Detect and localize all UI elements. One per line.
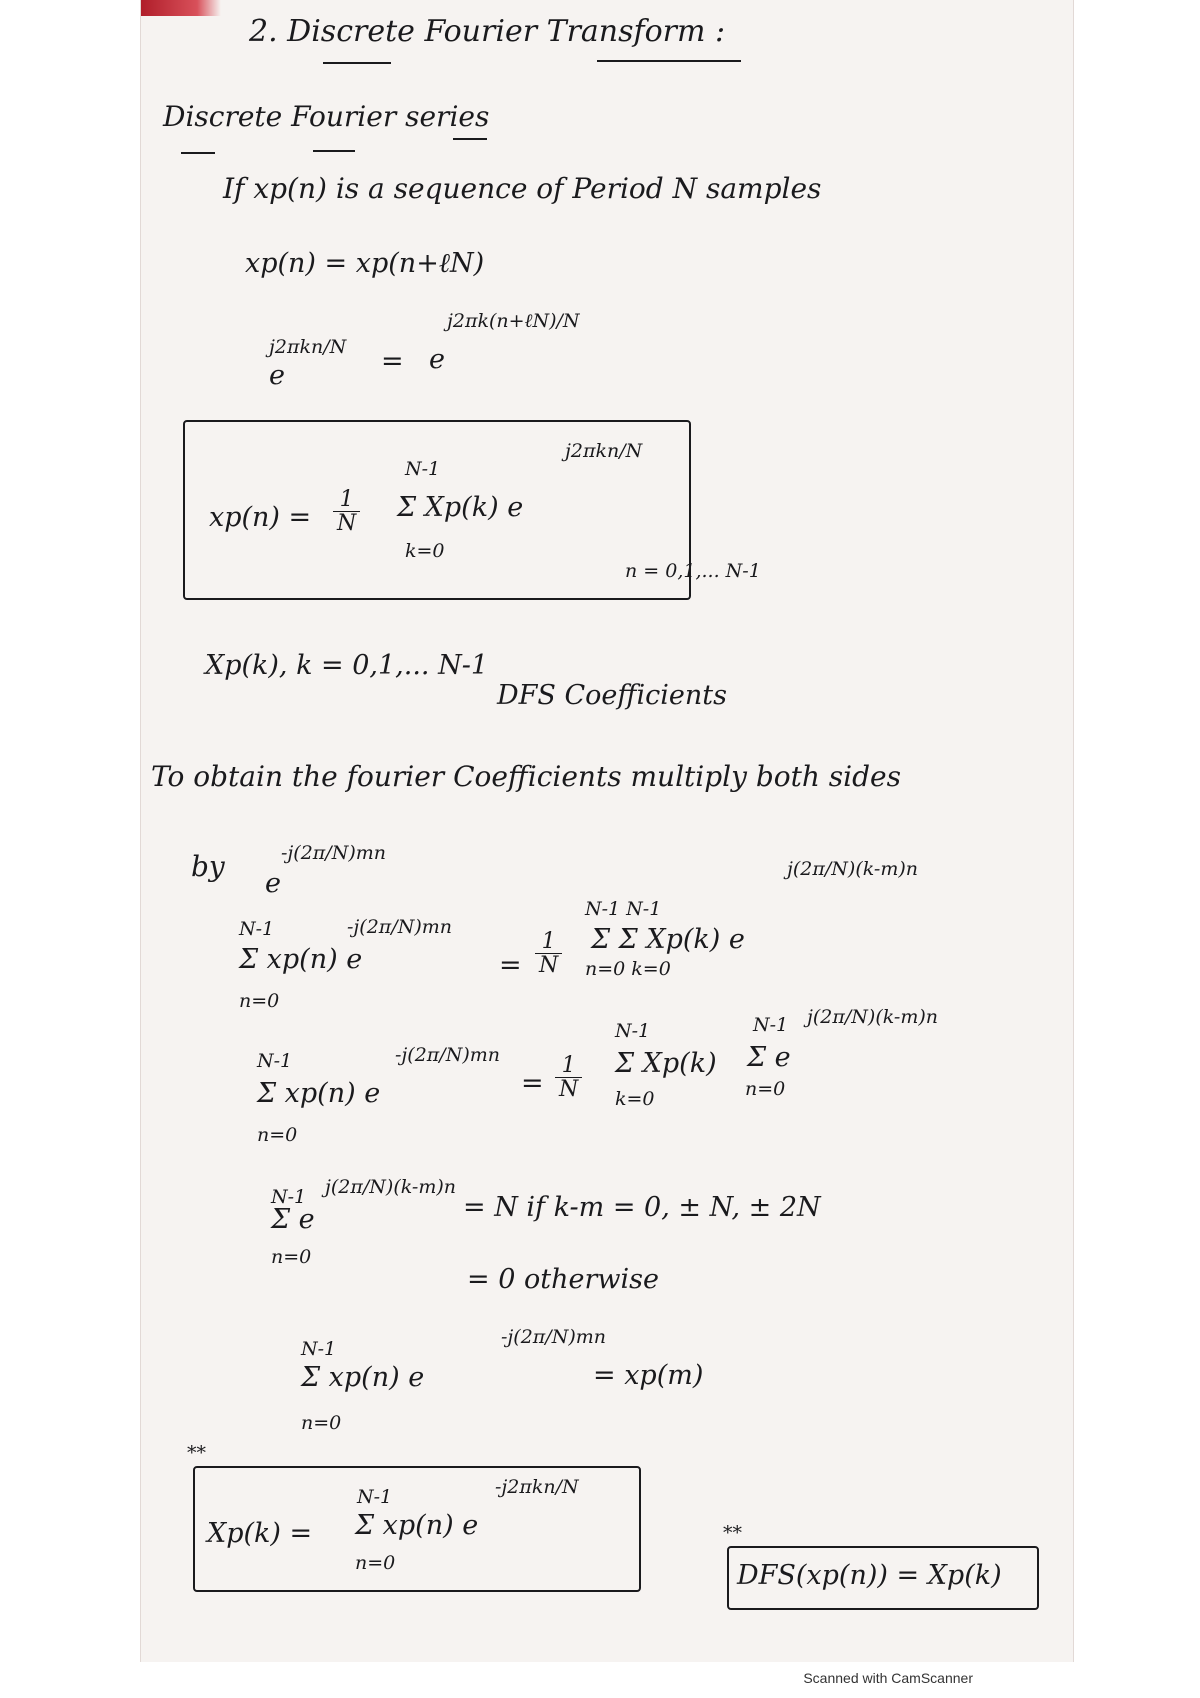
n-range: n = 0,1,... N-1 — [625, 560, 761, 582]
eq5-top: N-1 — [301, 1338, 337, 1360]
box1-fraction — [333, 488, 360, 535]
eq3-fraction — [555, 1054, 582, 1101]
by-exp-base: e — [265, 868, 281, 899]
eq3-rhs-top-2: N-1 — [753, 1014, 789, 1036]
exp-rhs-base: e — [429, 344, 445, 375]
eq5-body: Σ xp(n) e — [301, 1362, 425, 1393]
eq2-frac-den: N — [539, 953, 559, 979]
obtain-line: To obtain the fourier Coefficients multiply both sides — [151, 760, 901, 793]
star-mark-2: ** — [723, 1522, 742, 1544]
eq3-rhs-bottom-2: n=0 — [745, 1078, 786, 1100]
eq3-lhs-bottom: n=0 — [257, 1124, 298, 1146]
eq3-frac-den: N — [559, 1077, 579, 1103]
heading: 2. Discrete Fourier Transform : — [249, 14, 726, 49]
box2-superscript: -j2πkn/N — [495, 1476, 579, 1498]
eq5-rhs: = xp(m) — [593, 1360, 704, 1391]
eq2-lhs-body: Σ xp(n) e — [239, 944, 363, 975]
subheading-mark-3 — [453, 138, 487, 140]
eq3-rhs-superscript: j(2π/N)(k-m)n — [807, 1006, 938, 1028]
heading-underline-2 — [597, 60, 741, 62]
eq2-lhs-superscript: -j(2π/N)mn — [347, 916, 452, 938]
eq3-equals: = — [521, 1068, 544, 1099]
box2-lhs: Xp(k) = — [207, 1518, 313, 1549]
subheading-mark-1 — [181, 152, 215, 154]
exp-lhs-superscript: j2πkn/N — [269, 336, 347, 358]
eq2-fraction — [535, 930, 562, 977]
eq3-rhs-bottom-1: k=0 — [615, 1088, 655, 1110]
box1-sum-top: N-1 — [405, 458, 441, 480]
dfs-analysis-box — [193, 1466, 641, 1592]
periodicity-equation: xp(n) = xp(n+ℓN) — [245, 248, 485, 279]
box1-lhs: xp(n) = — [209, 502, 312, 533]
eq2-rhs-superscript: j(2π/N)(k-m)n — [787, 858, 918, 880]
box1-frac-num: 1 — [333, 488, 360, 512]
box2-sum-bottom: n=0 — [355, 1552, 396, 1574]
eq2-lhs-top: N-1 — [239, 918, 275, 940]
box2-sum-top: N-1 — [357, 1486, 393, 1508]
eq3-rhs-body-1: Σ Xp(k) — [615, 1048, 717, 1079]
dfs-coefficients-label: DFS Coefficients — [497, 680, 727, 711]
box1-frac-den: N — [337, 511, 357, 537]
eq3-frac-num: 1 — [555, 1054, 582, 1078]
by-word: by — [191, 850, 225, 883]
eq3-rhs-top-1: N-1 — [615, 1020, 651, 1042]
eq2-rhs-bottoms: n=0 k=0 — [585, 958, 671, 980]
notebook-paper — [140, 0, 1074, 1662]
exp-equals: = — [381, 346, 404, 377]
eq5-superscript: -j(2π/N)mn — [501, 1326, 606, 1348]
eq2-rhs-body: Σ Σ Xp(k) e — [591, 924, 745, 955]
subheading: Discrete Fourier series — [163, 100, 490, 133]
heading-underline-1 — [323, 62, 391, 64]
box1-sum-bottom: k=0 — [405, 540, 445, 562]
eq3-lhs-superscript: -j(2π/N)mn — [395, 1044, 500, 1066]
eq4-superscript: j(2π/N)(k-m)n — [325, 1176, 456, 1198]
subheading-mark-2 — [313, 150, 355, 152]
eq2-lhs-bottom: n=0 — [239, 990, 280, 1012]
eq4-bottom: n=0 — [271, 1246, 312, 1268]
box2-body: Σ xp(n) e — [355, 1510, 479, 1541]
box1-body: Σ Xp(k) e — [397, 492, 524, 523]
synthesis-equation-box — [183, 420, 691, 600]
eq5-bottom: n=0 — [301, 1412, 342, 1434]
eq4-top: N-1 — [271, 1186, 307, 1208]
exp-rhs-superscript: j2πk(n+ℓN)/N — [447, 310, 580, 332]
exp-lhs-base: e — [269, 360, 285, 391]
box3-text: DFS(xp(n)) = Xp(k) — [737, 1560, 1002, 1591]
box1-superscript: j2πkn/N — [565, 440, 643, 462]
eq2-frac-num: 1 — [535, 930, 562, 954]
by-exp-superscript: -j(2π/N)mn — [281, 842, 386, 864]
dfs-notation-box — [727, 1546, 1039, 1610]
eq3-lhs-body: Σ xp(n) e — [257, 1078, 381, 1109]
eq4-body: Σ e — [271, 1204, 315, 1235]
eq4-otherwise: = 0 otherwise — [467, 1264, 659, 1295]
eq3-lhs-top: N-1 — [257, 1050, 293, 1072]
intro-line: If xp(n) is a sequence of Period N samples — [223, 172, 822, 205]
scanner-watermark — [0, 1670, 1200, 1686]
paper-edge-mark — [141, 0, 221, 16]
scanner-watermark-text: Scanned with CamScanner — [803, 1670, 973, 1686]
xp-range: Xp(k), k = 0,1,... N-1 — [205, 650, 489, 681]
star-mark-1: ** — [187, 1442, 206, 1464]
eq2-rhs-tops: N-1 N-1 — [585, 898, 662, 920]
eq4-condition: = N if k-m = 0, ± N, ± 2N — [463, 1192, 821, 1223]
eq3-rhs-body-2: Σ e — [747, 1042, 791, 1073]
eq2-equals: = — [499, 950, 522, 981]
